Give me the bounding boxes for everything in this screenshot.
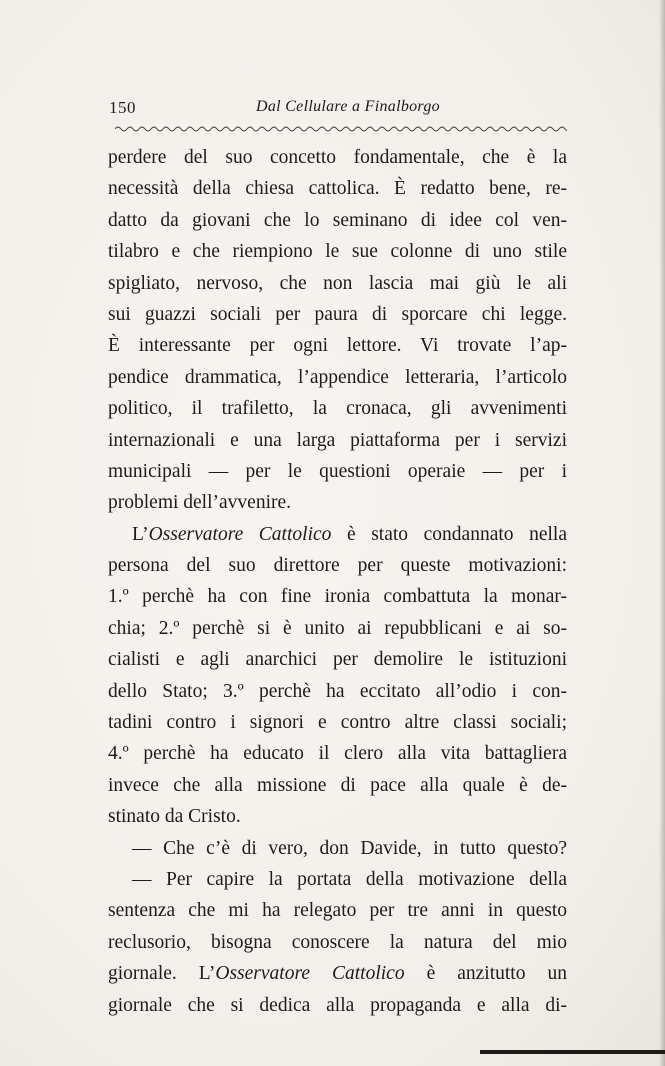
text-segment: datto da giovani che lo seminano di idee col ven- bbox=[108, 209, 567, 231]
text-segment: spigliato, nervoso, che non lascia mai giù le ali bbox=[108, 272, 567, 294]
text-segment: necessità della chiesa cattolica. È redatto bene, re- bbox=[108, 178, 567, 200]
text-segment: è anzitutto un bbox=[404, 963, 567, 985]
text-line bbox=[108, 801, 567, 832]
text-segment: persona del suo direttore per queste motivazioni: bbox=[108, 555, 567, 577]
text-segment: internazionali e una larga piattaforma per i servizi bbox=[108, 429, 567, 451]
text-line bbox=[108, 927, 567, 958]
header-ornament-rule bbox=[115, 124, 567, 134]
text-line bbox=[108, 487, 567, 518]
text-segment: reclusorio, bisogna conoscere la natura del mio bbox=[108, 931, 567, 953]
text-segment: problemi dell’avvenire. bbox=[108, 492, 292, 514]
text-line bbox=[108, 550, 567, 581]
text-segment: cialisti e agli anarchici per demolire le istituzioni bbox=[108, 649, 567, 671]
text-segment: chia; 2.º perchè si è unito ai repubblicani e ai so- bbox=[108, 617, 567, 639]
text-segment: tadini contro i signori e contro altre classi sociali; bbox=[108, 712, 567, 734]
text-segment: L’ bbox=[132, 523, 149, 545]
bottom-edge-bar bbox=[480, 1050, 665, 1054]
text-line bbox=[108, 362, 567, 393]
italic-title: Osservatore Cattolico bbox=[148, 523, 332, 545]
text-segment: È interessante per ogni lettore. Vi trovate l’ap- bbox=[108, 335, 567, 357]
text-segment: sentenza che mi ha relegato per tre anni in questo bbox=[108, 900, 567, 922]
text-line bbox=[108, 770, 567, 801]
text-line bbox=[108, 613, 567, 644]
text-segment: perdere del suo concetto fondamentale, che è la bbox=[108, 147, 567, 168]
italic-title: Osservatore Cattolico bbox=[215, 963, 405, 985]
text-line bbox=[108, 581, 567, 612]
text-line bbox=[108, 864, 567, 895]
text-segment: tilabro e che riempiono le sue colonne di uno stile bbox=[108, 241, 567, 263]
running-title: Dal Cellulare a Finalborgo bbox=[256, 98, 440, 115]
text-line bbox=[108, 990, 567, 1021]
text-segment: stinato da Cristo. bbox=[108, 806, 241, 828]
text-line bbox=[108, 173, 567, 204]
text-line bbox=[108, 142, 567, 173]
text-segment: sui guazzi sociali per paura di sporcare chi legge. bbox=[108, 303, 567, 325]
text-line bbox=[108, 330, 567, 361]
text-line bbox=[108, 738, 567, 769]
text-line bbox=[108, 895, 567, 926]
text-line bbox=[108, 707, 567, 738]
text-segment: pendice drammatica, l’appendice letteraria, l’articolo bbox=[108, 366, 567, 388]
text-segment: invece che alla missione di pace alla quale è de- bbox=[108, 774, 567, 796]
text-line bbox=[108, 456, 567, 487]
text-segment: dello Stato; 3.º perchè ha eccitato all’odio i con- bbox=[108, 680, 567, 702]
text-line bbox=[108, 958, 567, 989]
text-line bbox=[108, 205, 567, 236]
text-segment: — Che c’è di vero, don Davide, in tutto questo? bbox=[132, 837, 567, 859]
text-line bbox=[108, 519, 567, 550]
text-line bbox=[108, 676, 567, 707]
text-line bbox=[108, 644, 567, 675]
text-segment: giornale che si dedica alla propaganda e alla di- bbox=[108, 994, 567, 1016]
text-segment: politico, il trafiletto, la cronaca, gli avvenimenti bbox=[108, 398, 567, 420]
page-edge-shadow bbox=[659, 0, 665, 1066]
text-segment: municipali — per le questioni operaie — per i bbox=[108, 460, 567, 482]
text-segment: giornale. L’ bbox=[108, 963, 216, 985]
text-line bbox=[108, 393, 567, 424]
page-number: 150 bbox=[109, 98, 136, 117]
text-segment: 4.º perchè ha educato il clero alla vita battagliera bbox=[108, 743, 567, 765]
text-line bbox=[108, 833, 567, 864]
text-line bbox=[108, 268, 567, 299]
text-line bbox=[108, 425, 567, 456]
body-text bbox=[108, 142, 567, 1021]
text-segment: è stato condannato nella bbox=[331, 523, 567, 545]
text-segment: 1.º perchè ha con fine ironia combattuta la monar- bbox=[108, 586, 567, 608]
text-line bbox=[108, 299, 567, 330]
running-head bbox=[109, 98, 567, 122]
text-line bbox=[108, 236, 567, 267]
text-segment: — Per capire la portata della motivazione della bbox=[132, 868, 567, 890]
